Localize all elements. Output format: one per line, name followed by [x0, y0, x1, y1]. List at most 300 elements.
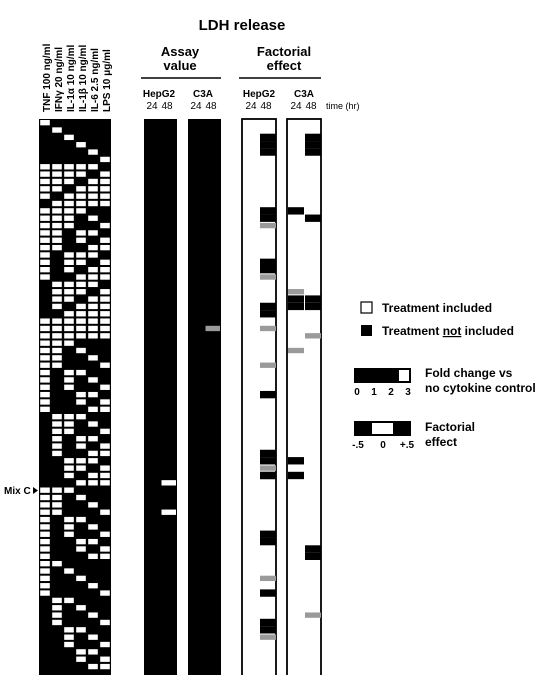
design-cell-included [40, 194, 50, 199]
factorial-cell-negative [288, 207, 304, 214]
design-cell-included [88, 149, 98, 154]
design-cell-included [52, 429, 62, 434]
design-cell-included [88, 311, 98, 316]
design-cell-included [40, 488, 50, 493]
design-cell-included [52, 598, 62, 603]
design-cell-included [100, 326, 110, 331]
factorial-cell-negative [260, 215, 276, 222]
design-cell-included [40, 495, 50, 500]
design-cell-included [88, 649, 98, 654]
design-cell-included [88, 201, 98, 206]
design-cell-included [52, 414, 62, 419]
design-cell-included [40, 274, 50, 279]
design-cell-included [88, 304, 98, 309]
cell-line-label: HepG2 [142, 89, 176, 100]
design-cell-included [100, 274, 110, 279]
design-cell-included [40, 576, 50, 581]
design-cell-included [64, 377, 74, 382]
design-cell-included [76, 436, 86, 441]
design-cell-included [52, 605, 62, 610]
design-cell-included [64, 201, 74, 206]
design-cell-included [76, 289, 86, 294]
design-cell-included [40, 517, 50, 522]
design-cell-included [76, 274, 86, 279]
design-matrix [39, 119, 111, 675]
design-cell-included [64, 311, 74, 316]
design-cell-included [100, 465, 110, 470]
design-cell-included [88, 664, 98, 669]
design-cell-included [40, 377, 50, 382]
design-cell-included [64, 179, 74, 184]
factorial-cell-weak [260, 465, 276, 470]
legend-included-label: Treatment included [382, 301, 493, 315]
factorial-cell-weak [288, 289, 304, 294]
treatment-label: IL-1α 10 ng/ml [66, 44, 77, 112]
design-cell-included [88, 502, 98, 507]
design-cell-included [100, 620, 110, 625]
design-cell-included [64, 473, 74, 478]
design-cell-included [100, 510, 110, 515]
design-cell-included [40, 230, 50, 235]
design-cell-included [88, 377, 98, 382]
factorial-cell-weak [260, 223, 276, 228]
design-cell-included [52, 363, 62, 368]
design-cell-included [40, 267, 50, 272]
design-cell-included [76, 627, 86, 632]
design-cell-included [100, 590, 110, 595]
design-cell-included [76, 399, 86, 404]
factorial-cell-negative [260, 472, 276, 479]
design-cell-included [88, 179, 98, 184]
design-cell-included [100, 363, 110, 368]
design-cell-included [40, 223, 50, 228]
design-cell-included [64, 267, 74, 272]
factorial-cell-weak [288, 348, 304, 353]
design-cell-included [76, 186, 86, 191]
design-cell-included [64, 465, 74, 470]
design-cell-included [76, 208, 86, 213]
fold-change-scale-white-end [399, 370, 409, 381]
design-cell-included [76, 326, 86, 331]
design-cell-included [76, 576, 86, 581]
factorial-cell-negative [260, 148, 276, 155]
design-cell-included [52, 488, 62, 493]
design-cell-included [100, 311, 110, 316]
treatment-label: LPS 10 μg/ml [102, 49, 113, 112]
design-cell-included [76, 318, 86, 323]
factorial-cell-negative [305, 303, 321, 310]
design-cell-included [52, 186, 62, 191]
design-cell-included [88, 407, 98, 412]
design-cell-included [100, 171, 110, 176]
design-cell-included [52, 230, 62, 235]
design-cell-included [52, 296, 62, 301]
factorial-cell-weak [305, 333, 321, 338]
design-cell-included [40, 171, 50, 176]
design-cell-included [52, 436, 62, 441]
design-cell-included [40, 568, 50, 573]
design-cell-included [52, 421, 62, 426]
design-cell-included [40, 355, 50, 360]
design-cell-included [40, 238, 50, 243]
design-cell-included [76, 311, 86, 316]
design-cell-included [76, 443, 86, 448]
factorial-tick: +.5 [399, 440, 415, 451]
design-cell-included [64, 208, 74, 213]
assay-column-c3a [188, 119, 221, 675]
design-cell-included [64, 260, 74, 265]
factorial-cell-negative [260, 531, 276, 538]
design-cell-included [76, 348, 86, 353]
design-cell-included [52, 333, 62, 338]
design-cell-included [52, 510, 62, 515]
factorial-cell-negative [260, 259, 276, 266]
design-cell-included [88, 436, 98, 441]
factorial-cell-weak [305, 612, 321, 617]
factorial-cell-negative [260, 266, 276, 273]
assay-cell-high [162, 510, 177, 515]
legend [352, 301, 536, 451]
design-cell-included [52, 502, 62, 507]
design-cell-included [100, 451, 110, 456]
design-cell-included [64, 414, 74, 419]
factorial-cell-negative [260, 626, 276, 633]
fold-tick: 2 [388, 387, 394, 398]
design-cell-included [40, 245, 50, 250]
design-cell-included [100, 554, 110, 559]
design-cell-included [100, 179, 110, 184]
treatment-labels [42, 43, 113, 112]
design-cell-included [76, 282, 86, 287]
design-cell-included [76, 649, 86, 654]
factorial-column-c3a [287, 119, 321, 675]
cell-line-label: C3A [293, 89, 315, 100]
treatment-label: IFNγ 20 ng/ml [54, 46, 65, 112]
design-cell-included [40, 370, 50, 375]
design-cell-included [100, 318, 110, 323]
factorial-cell-negative [260, 457, 276, 464]
assay-cell-mid [206, 326, 221, 331]
design-cell-included [40, 524, 50, 529]
design-cell-included [40, 260, 50, 265]
fold-tick: 1 [371, 387, 377, 398]
design-cell-included [40, 252, 50, 257]
design-cell-included [88, 554, 98, 559]
design-cell-included [76, 201, 86, 206]
factorial-cell-negative [260, 619, 276, 626]
design-cell-included [64, 370, 74, 375]
design-cell-included [40, 164, 50, 169]
design-cell-included [88, 333, 98, 338]
design-cell-included [52, 451, 62, 456]
design-cell-included [64, 171, 74, 176]
design-cell-included [40, 348, 50, 353]
design-cell-included [40, 590, 50, 595]
design-cell-included [88, 267, 98, 272]
design-cell-included [64, 524, 74, 529]
design-cell-included [88, 392, 98, 397]
design-cell-included [76, 517, 86, 522]
design-cell-included [64, 635, 74, 640]
design-cell-included [88, 539, 98, 544]
factorial-cell-weak [260, 576, 276, 581]
assay-column-hepg2 [144, 119, 177, 675]
design-cell-included [76, 171, 86, 176]
factorial-cell-negative [260, 450, 276, 457]
design-cell-included [88, 194, 98, 199]
design-cell-included [100, 385, 110, 390]
factorial-cell-negative [305, 295, 321, 302]
design-cell-included [52, 289, 62, 294]
factorial-cell-weak [260, 635, 276, 640]
factorial-label-line2: effect [425, 435, 458, 449]
design-cell-included [52, 620, 62, 625]
design-cell-included [64, 532, 74, 537]
factorial-cell-negative [260, 303, 276, 310]
factorial-cell-negative [260, 391, 276, 398]
time-label: 48 [205, 101, 217, 112]
factorial-cell-negative [305, 553, 321, 560]
design-cell-included [64, 627, 74, 632]
design-cell-included [100, 642, 110, 647]
design-cell-included [52, 326, 62, 331]
design-cell-included [88, 216, 98, 221]
design-cell-included [100, 664, 110, 669]
design-cell-included [100, 238, 110, 243]
factorial-cell-negative [305, 141, 321, 148]
design-cell-included [40, 532, 50, 537]
design-cell-included [100, 201, 110, 206]
factorial-cell-negative [305, 134, 321, 141]
design-cell-included [40, 363, 50, 368]
design-cell-included [52, 201, 62, 206]
design-cell-included [64, 282, 74, 287]
design-cell-included [64, 385, 74, 390]
factorial-cell-negative [260, 141, 276, 148]
design-cell-included [64, 318, 74, 323]
design-cell-included [64, 429, 74, 434]
design-cell-included [76, 142, 86, 147]
design-cell-included [88, 583, 98, 588]
design-cell-included [88, 296, 98, 301]
design-cell-included [100, 407, 110, 412]
design-cell-included [40, 399, 50, 404]
design-cell-included [64, 598, 74, 603]
design-cell-included [76, 657, 86, 662]
design-cell-included [64, 517, 74, 522]
factorial-cell-negative [260, 538, 276, 545]
design-cell-included [64, 326, 74, 331]
design-cell-included [76, 480, 86, 485]
time-label: 48 [161, 101, 173, 112]
design-cell-included [52, 355, 62, 360]
factorial-cell-negative [288, 295, 304, 302]
design-cell-included [88, 282, 98, 287]
design-cell-included [76, 260, 86, 265]
time-label: 24 [245, 101, 257, 112]
factorial-label-line1: Factorial [425, 420, 476, 434]
legend-included-swatch [361, 302, 372, 313]
design-cell-included [64, 164, 74, 169]
design-cell-included [52, 282, 62, 287]
factorial-cell-negative [260, 134, 276, 141]
design-cell-included [100, 532, 110, 537]
design-cell-included [64, 488, 74, 493]
design-cell-included [40, 326, 50, 331]
mix-arrow-icon [33, 487, 38, 494]
design-cell-included [52, 318, 62, 323]
treatment-label: IL-1β 10 ng/ml [78, 44, 89, 112]
design-cell-included [40, 120, 50, 125]
design-cell-included [76, 164, 86, 169]
cell-line-label: C3A [192, 89, 214, 100]
design-cell-included [76, 546, 86, 551]
design-cell-included [88, 326, 98, 331]
factorial-effect-panel [242, 119, 321, 675]
time-label: 48 [305, 101, 317, 112]
factorial-cell-negative [288, 303, 304, 310]
fold-tick: 0 [354, 387, 360, 398]
design-cell-included [88, 473, 98, 478]
legend-not-included-label: Treatment not included [382, 324, 515, 338]
design-cell-included [100, 223, 110, 228]
factorial-cell-negative [288, 472, 304, 479]
design-cell-included [40, 502, 50, 507]
design-cell-included [64, 421, 74, 426]
design-cell-included [88, 635, 98, 640]
design-cell-included [88, 355, 98, 360]
assay-value-panel [144, 119, 221, 675]
design-cell-included [52, 238, 62, 243]
design-cell-included [76, 458, 86, 463]
design-cell-included [40, 583, 50, 588]
design-cell-included [88, 458, 98, 463]
design-cell-included [52, 443, 62, 448]
design-cell-included [52, 304, 62, 309]
fold-change-label-line2: no cytokine control [425, 381, 536, 395]
factorial-cell-weak [260, 363, 276, 368]
design-cell-included [64, 289, 74, 294]
factorial-cell-negative [305, 148, 321, 155]
design-cell-included [52, 179, 62, 184]
design-cell-included [100, 267, 110, 272]
design-cell-included [40, 546, 50, 551]
time-label: 24 [190, 101, 202, 112]
design-cell-included [52, 216, 62, 221]
design-cell-included [40, 318, 50, 323]
design-cell-included [100, 546, 110, 551]
design-cell-included [100, 260, 110, 265]
design-cell-included [40, 539, 50, 544]
design-cell-included [88, 612, 98, 617]
design-cell-included [88, 274, 98, 279]
design-cell-included [100, 657, 110, 662]
design-cell-included [64, 135, 74, 140]
design-cell-included [52, 171, 62, 176]
design-cell-included [76, 605, 86, 610]
design-cell-included [40, 392, 50, 397]
design-cell-included [88, 230, 98, 235]
design-cell-included [64, 296, 74, 301]
treatment-label: TNF 100 ng/ml [42, 43, 53, 112]
mix-label: Mix C [4, 486, 31, 497]
factorial-tick: 0 [380, 440, 386, 451]
design-cell-included [100, 399, 110, 404]
design-cell-included [100, 304, 110, 309]
design-cell-included [40, 341, 50, 346]
design-cell-included [40, 407, 50, 412]
design-cell-included [64, 568, 74, 573]
time-label: 24 [290, 101, 302, 112]
design-cell-included [88, 451, 98, 456]
treatment-label: IL-6 2.5 ng/ml [90, 48, 101, 112]
design-cell-included [76, 539, 86, 544]
assay-heading-line1: Assay [160, 44, 200, 59]
figure-title: LDH release [198, 17, 286, 34]
design-cell-included [100, 333, 110, 338]
factorial-heading-line1: Factorial [256, 44, 312, 59]
factorial-cell-negative [288, 457, 304, 464]
design-cell-included [88, 252, 98, 257]
design-cell-included [52, 495, 62, 500]
time-unit-label: time (hr) [326, 101, 360, 111]
design-cell-included [76, 392, 86, 397]
factorial-cell-negative [305, 215, 321, 222]
factorial-heading-line2: effect [266, 58, 302, 73]
design-cell-included [40, 216, 50, 221]
design-cell-included [100, 157, 110, 162]
design-cell-included [100, 194, 110, 199]
design-cell-included [100, 429, 110, 434]
design-cell-included [64, 194, 74, 199]
factorial-cell-weak [260, 274, 276, 279]
design-cell-included [88, 245, 98, 250]
design-cell-included [40, 554, 50, 559]
factorial-cell-negative [260, 589, 276, 596]
factorial-cell-weak [260, 326, 276, 331]
design-cell-included [64, 458, 74, 463]
design-cell-included [88, 421, 98, 426]
design-cell-included [64, 223, 74, 228]
design-cell-included [100, 480, 110, 485]
design-cell-included [52, 348, 62, 353]
design-cell-included [40, 510, 50, 515]
factorial-tick: -.5 [352, 440, 364, 451]
assay-cell-high [162, 480, 177, 485]
assay-heading-line2: value [163, 58, 197, 73]
design-cell-included [52, 164, 62, 169]
design-cell-included [88, 318, 98, 323]
design-cell-included [100, 245, 110, 250]
factorial-cell-negative [260, 207, 276, 214]
design-cell-included [64, 642, 74, 647]
design-cell-included [76, 194, 86, 199]
design-cell-included [88, 164, 98, 169]
factorial-cell-negative [260, 310, 276, 317]
design-cell-included [76, 414, 86, 419]
design-cell-included [76, 230, 86, 235]
design-cell-included [40, 208, 50, 213]
design-cell-included [76, 370, 86, 375]
time-label: 24 [146, 101, 158, 112]
design-cell-included [40, 561, 50, 566]
fold-change-label-line1: Fold change vs [425, 366, 513, 380]
design-cell-included [64, 216, 74, 221]
design-cell-included [40, 179, 50, 184]
fold-tick: 3 [405, 387, 411, 398]
design-cell-included [52, 223, 62, 228]
design-cell-included [52, 127, 62, 132]
